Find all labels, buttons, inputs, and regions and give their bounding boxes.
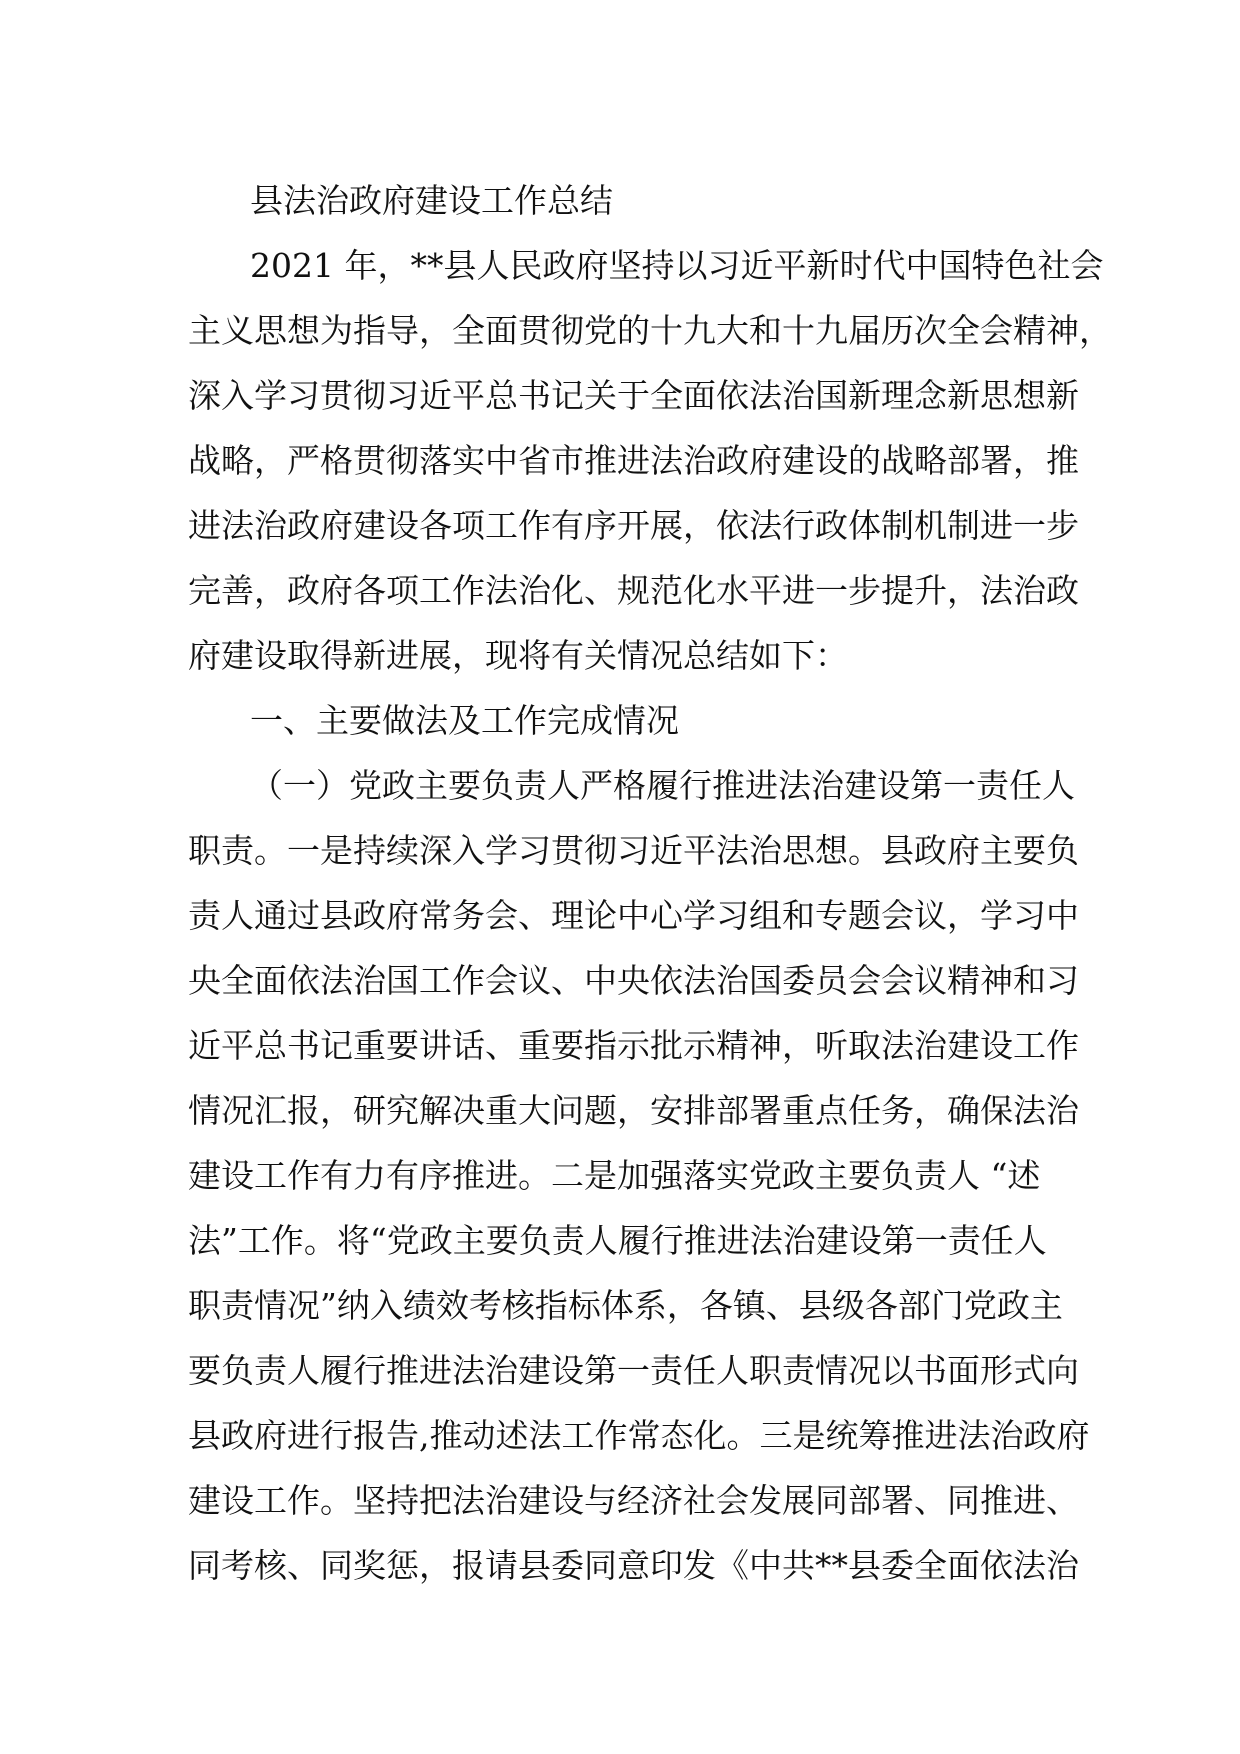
paragraph-line: 央全面依法治国工作会议、中央依法治国委员会会议精神和习 (188, 961, 1079, 1000)
paragraph-line: 主义思想为指导，全面贯彻党的十九大和十九届历次全会精神， (188, 311, 1112, 350)
paragraph-line: 近平总书记重要讲话、重要指示批示精神，听取法治建设工作 (188, 1026, 1079, 1065)
paragraph-line: 府建设取得新进展，现将有关情况总结如下： (188, 636, 848, 675)
paragraph-line: 完善，政府各项工作法治化、规范化水平进一步提升，法治政 (188, 571, 1079, 610)
document-body (188, 168, 1112, 1598)
paragraph-line: 责人通过县政府常务会、理论中心学习组和专题会议，学习中 (188, 896, 1079, 935)
paragraph-line: 建设工作有力有序推进。二是加强落实党政主要负责人 “述 (188, 1156, 1041, 1195)
subsection-heading: （一）党政主要负责人严格履行推进法治建设第一责任人 (250, 766, 1075, 805)
paragraph-line: 同考核、同奖惩，报请县委同意印发《中共**县委全面依法治 (188, 1546, 1079, 1585)
paragraph-line: 要负责人履行推进法治建设第一责任人职责情况以书面形式向 (188, 1351, 1079, 1390)
paragraph-line: 职责。一是持续深入学习贯彻习近平法治思想。县政府主要负 (188, 831, 1079, 870)
paragraph-line: 2021 年，**县人民政府坚持以习近平新时代中国特色社会 (250, 246, 1104, 285)
section-heading: 一、主要做法及工作完成情况 (250, 701, 679, 740)
paragraph-line: 建设工作。坚持把法治建设与经济社会发展同部署、同推进、 (188, 1481, 1079, 1520)
paragraph-line: 进法治政府建设各项工作有序开展，依法行政体制机制进一步 (188, 506, 1079, 545)
document-title: 县法治政府建设工作总结 (250, 181, 613, 220)
paragraph-line: 深入学习贯彻习近平总书记关于全面依法治国新理念新思想新 (188, 376, 1079, 415)
paragraph-line: 职责情况”纳入绩效考核指标体系，各镇、县级各部门党政主 (188, 1286, 1063, 1325)
paragraph-line: 县政府进行报告,推动述法工作常态化。三是统筹推进法治政府 (188, 1416, 1090, 1455)
paragraph-line: 法”工作。将“党政主要负责人履行推进法治建设第一责任人 (188, 1221, 1047, 1260)
paragraph-line: 情况汇报，研究解决重大问题，安排部署重点任务，确保法治 (188, 1091, 1079, 1130)
paragraph-line: 战略，严格贯彻落实中省市推进法治政府建设的战略部署，推 (188, 441, 1079, 480)
